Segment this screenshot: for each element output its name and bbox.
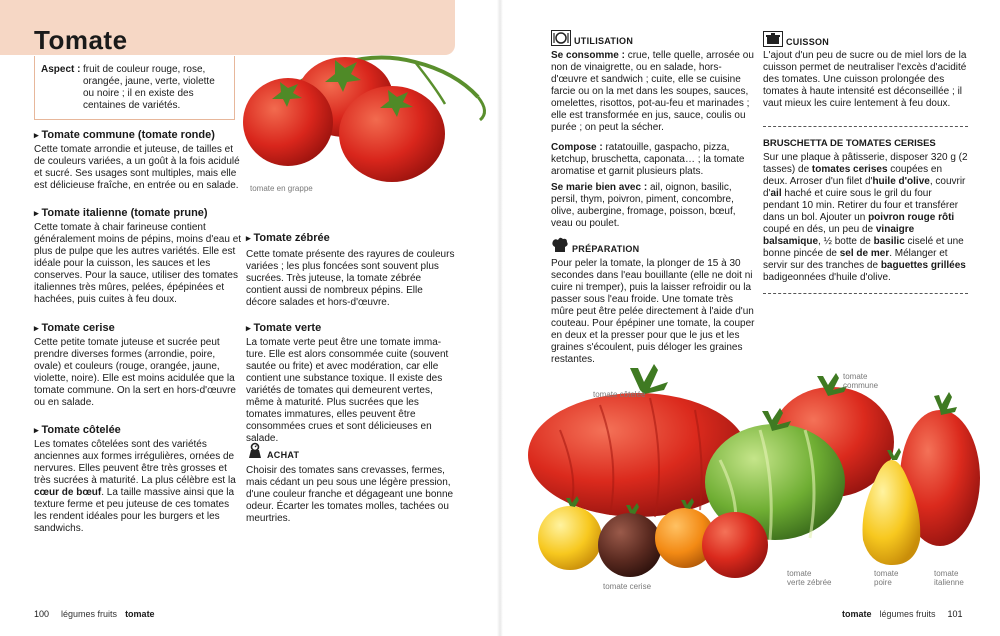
- value-compose: ratatouille, gaspacho, pizza, ketchup, bruschetta, caponata… ; la tomate aromatise et garnit plusieurs plats.: [551, 142, 745, 177]
- caption-grappe: tomate en grappe: [250, 184, 313, 193]
- text-cerise: Cette petite tomate juteuse et sucrée peut prendre diverses formes (arrondie, poire, ovale) et couleurs (rouge, orangée, jaune, violette, noire). Elle est moins acidulée que la tomate commune. On la sert en hors-d'œuvre ou en salade.: [34, 337, 236, 408]
- caption-poire-line1: tomate: [874, 569, 899, 578]
- text-cotelee-part2: . La taille massive ainsi que la texture ferme et peu juteuse de ces tomates les rendent idéales pour les burgers et les sandwichs.: [34, 487, 235, 534]
- recipe-ingredient: sel de mer: [839, 248, 890, 259]
- caption-zebree-line2: verte zébrée: [787, 578, 832, 587]
- text-cuisson: L'ajout d'un peu de sucre ou de miel lors de la cuisson permet de neutraliser l'excès d'acidité des tomates. Une cuisson prolongée des tomates à haute intensité est déconseillée ; il vaut mieux les cuire lentement à feu doux.: [763, 50, 967, 109]
- recipe-title: BRUSCHETTA DE TOMATES CERISES: [763, 138, 936, 149]
- recipe-ingredient: basilic: [873, 236, 905, 247]
- heading-achat: [246, 442, 299, 460]
- recipe-part: haché et cuire sous le gril du four pendant 10 min. Retirer du four et transférer dans un bol. Ajouter un: [763, 188, 959, 223]
- utilisation-title: UTILISATION: [574, 36, 634, 46]
- recipe-ingredient: baguettes grillées: [880, 260, 966, 271]
- recipe-part: coupé en dés, un peu de: [763, 224, 876, 235]
- aspect-text: fruit de couleur rouge, rose, orangée, jaune, verte, violette ou noire ; il en existe des centaines de variétés.: [83, 64, 215, 111]
- caption-italienne-line1: tomate: [934, 569, 959, 578]
- tomato-cluster-illustration: [240, 42, 495, 187]
- plate-icon: [551, 30, 571, 46]
- text-verte: La tomate verte peut être une tomate imma-ture. Elle est alors consommée cuite (souvent sautée ou frite) et avec modération, car elle contient une substance toxique. Il existe des variétés de tomates qui demeurent vertes, même à maturité. Plus sucrées que les tomates immatures, elles peuvent être consommées crues et sont délicieuses en salade.: [246, 337, 449, 444]
- cuisson-title: CUISSON: [786, 37, 830, 47]
- caption-zebree: [787, 569, 831, 587]
- folio-word-right: tomate: [842, 609, 872, 619]
- caption-commune-line1: tomate: [843, 372, 868, 381]
- recipe-part: . Mélanger et servir sur des tranches de: [763, 248, 948, 271]
- folio-left: [34, 609, 155, 619]
- folio-section-left: légumes fruits: [61, 609, 118, 619]
- aspect-box: [34, 56, 235, 120]
- text-commune: Cette tomate arrondie et juteuse, de tailles et de couleurs variées, a un goût à la fois acidulé et sucré. Ses usages sont multiples, mais elle est délicieuse fraîche, en entrée ou en salade.: [34, 144, 240, 191]
- heading-verte: ▸ Tomate verte: [246, 322, 321, 334]
- text-cotelee-part1: Les tomates côtelées sont des variétés anciennes aux formes irrégulières, ornées de nervures. Elles peuvent être très grosses et très sucrées à maturité. La plus célèbre est la: [34, 439, 236, 486]
- text-compose: [551, 142, 755, 178]
- caption-poire-line2: poire: [874, 578, 892, 587]
- right-page: [500, 0, 1000, 636]
- recipe-divider-bottom: [763, 293, 968, 294]
- scale-icon: [246, 442, 264, 460]
- caption-italienne-line2: italienne: [934, 578, 964, 587]
- recipe-part: coupées en deux. Arroser d'un filet d': [763, 164, 943, 187]
- heading-cotelee: ▸ Tomate côtelée: [34, 424, 121, 436]
- value-se-consomme: crue, telle quelle, arrosée ou non de vinaigrette, ou en salade, hors-d'œuvre et sandwich ; cuite, elle se cuisine farcie ou on la met dans les soupes, sauces, omelettes, risottos, pot-au-feu et marinades ; elle est transformée en jus, sauce, coulis ou purée ; on peut la sécher.: [551, 50, 754, 133]
- caption-cerise: tomate cerise: [603, 582, 652, 591]
- recipe-text: [763, 152, 968, 284]
- recipe-part: Sur une plaque à pâtisserie, disposer 320 g (2 tasses) de: [763, 152, 968, 175]
- recipe-ingredient: vinaigre balsamique: [763, 224, 915, 247]
- recipe-part: , couvrir d': [763, 176, 966, 199]
- achat-title: ACHAT: [267, 450, 300, 460]
- value-se-marie: ail, oignon, basilic, persil, thym, poivron, piment, concombre, olive, aubergine, fromage, poisson, bœuf, veau ou poulet.: [551, 182, 736, 229]
- heading-cerise: ▸ Tomate cerise: [34, 322, 115, 334]
- heading-preparation: [551, 236, 639, 254]
- folio-right: [842, 609, 963, 619]
- heading-cuisson: [763, 31, 829, 47]
- recipe-ingredient: ail: [770, 188, 782, 199]
- caption-commune-line2: commune: [843, 381, 879, 390]
- label-se-consomme: Se consomme :: [551, 50, 625, 61]
- chef-hat-icon: [551, 236, 569, 254]
- preparation-title: PRÉPARATION: [572, 244, 640, 254]
- recipe-ingredient: poivron rouge rôti: [868, 212, 955, 223]
- caption-poire: [874, 569, 898, 587]
- text-italienne: Cette tomate à chair farineuse contient généralement moins de pépins, moins d'eau et plus de pulpe que les autres variétés. Elle est idéale pour la cuisson, les sauces et les conserves. Pour la sauce, utiliser des tomates italiennes très mûres, pelées, épépinées et hachées, puis cuites à feu doux.: [34, 222, 242, 305]
- recipe-part: badigeonnées d'huile d'olive.: [763, 272, 891, 283]
- recipe-ingredient: huile d'olive: [872, 176, 930, 187]
- caption-zebree-line1: tomate: [787, 569, 812, 578]
- heading-commune: ▸ Tomate commune (tomate ronde): [34, 129, 215, 141]
- text-zebree: Cette tomate présente des rayures de couleurs variées ; les plus foncées sont souvent plus sucrées. Très juteuse, la tomate zébrée contient aussi de nombreux pépins. Elle décore salades et hors-d'œuvre.: [246, 249, 455, 308]
- tomato-varieties-illustration: [520, 360, 990, 582]
- heading-utilisation: [551, 30, 633, 46]
- text-cotelee-bold: cœur de bœuf: [34, 487, 102, 498]
- folio-section-right: légumes fruits: [879, 609, 936, 619]
- text-achat: Choisir des tomates sans crevasses, fermes, mais cédant un peu sous une légère pression, d'une couleur franche et dégageant une bonne odeur. Écarter les tomates molles, tachées ou meurtries.: [246, 465, 454, 524]
- recipe-part: , ½ botte de: [818, 236, 874, 247]
- page-title: Tomate: [34, 25, 128, 55]
- recipe-divider-top: [763, 126, 968, 127]
- recipe-ingredient: tomates cerises: [811, 164, 888, 175]
- heading-italienne: ▸ Tomate italienne (tomate prune): [34, 207, 208, 219]
- heading-zebree: ▸ Tomate zébrée: [246, 232, 330, 244]
- text-cotelee: [34, 439, 242, 535]
- caption-italienne: [934, 569, 964, 587]
- text-se-marie: [551, 182, 755, 230]
- page-number-left: 100: [34, 609, 50, 619]
- page-number-right: 101: [947, 609, 963, 619]
- caption-cotelee: tomate côtelée: [593, 390, 646, 399]
- pot-icon: [763, 31, 783, 47]
- aspect-label: Aspect :: [41, 64, 81, 75]
- text-preparation: Pour peler la tomate, la plonger de 15 à 30 secondes dans l'eau bouillante (elle ne doit ni cuire ni tremper), puis la laisser refroidir ou la passer sous l'eau froide. Une tomate très mûre peut être pelée directement à l'aide d'un couteau. Pour épépiner une tomate, la couper en deux et la presser pour que le jus et les graines s'écoulent, puis déloger les graines restantes.: [551, 258, 755, 365]
- text-se-consomme: [551, 50, 755, 134]
- caption-commune: [843, 372, 878, 390]
- recipe-part: ciselé et une bonne pincée de: [763, 236, 964, 259]
- label-se-marie: Se marie bien avec :: [551, 182, 648, 193]
- label-compose: Compose :: [551, 142, 603, 153]
- folio-word-left: tomate: [125, 609, 155, 619]
